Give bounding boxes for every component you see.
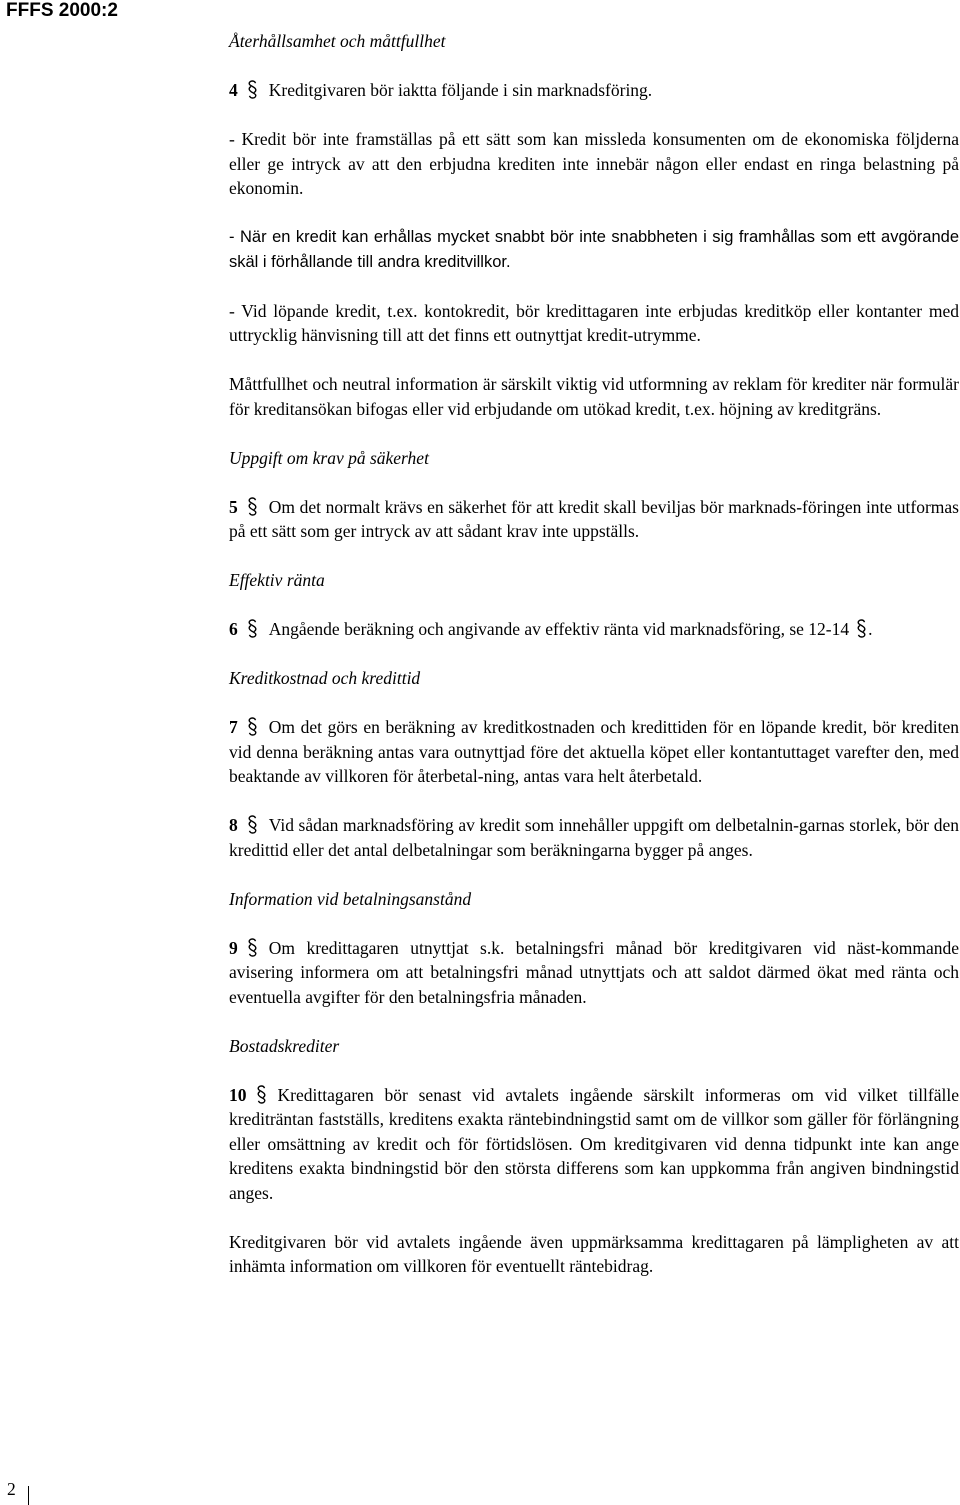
section-4-paragraph: - Vid löpande kredit, t.ex. kontokredit, bör kredittagaren inte erbjudas kreditköp eller kontanter med uttrycklig hänvisning till att det finns ett outnyttjat kredit-utrymme. [229, 300, 959, 345]
section-6-paragraph [229, 617, 959, 642]
section-9-text: Om kredittagaren utnyttjat s.k. betalningsfri månad bör kreditgivaren vid näst-kommande avisering informera om att betalningsfri månad utnyttjats och att saldot därmed ökat med ränta och eventuella avgifter för den betalningsfria månaden. [229, 937, 959, 1007]
section-10-text: Kredittagaren bör senast vid avtalets ingående särskilt informeras om vid vilket tillfälle krediträntan fastställs, kreditens exakta räntebindningstid samt om de villkor som gäller för förlängning eller omsättning av kredit och för förtidslösen. Om kreditgivaren vid denna tidpunkt inte kan ange kreditens exakta bindningstid bör den största differens som kan uppkomma från angiven bindningstid anges. [229, 1084, 959, 1203]
section-number-7: 7 [229, 717, 238, 737]
section-sign-icon [255, 1085, 268, 1104]
section-number-10: 10 [229, 1084, 247, 1105]
section-9-paragraph [229, 936, 959, 1010]
margin-rule [28, 1486, 29, 1505]
section-8-text: Vid sådan marknadsföring av kredit som innehåller uppgift om delbetalnin-garnas storlek, bör den kredittid eller det antal delbetalningar som beräkningarna bygger på anges. [229, 815, 959, 860]
section-4-paragraph: Måttfullhet och neutral information är särskilt viktig vid utformning av reklam för krediter när formulär för kreditansökan bifogas eller vid erbjudande om utökad kredit, t.ex. höjning av kreditgräns. [229, 374, 959, 419]
section-sign-icon [855, 619, 868, 638]
section-7-text: Om det görs en beräkning av kreditkostnaden och kredittiden för en löpande kredit, bör krediten vid denna beräkning antas vara outnyttjad före det aktuella köpet eller kontantuttaget varefter den, med beaktande av villkoren för återbetal-ning, antas vara helt återbetald. [229, 717, 959, 786]
section-number-8: 8 [229, 815, 238, 835]
document-body [229, 29, 959, 1303]
section-sign-icon [246, 938, 259, 957]
section-sign-icon [246, 80, 259, 99]
section-5-text: Om det normalt krävs en säkerhet för att kredit skall beviljas bör marknads-föringen inte utformas på ett sätt som ger intryck av att sådant krav inte uppställs. [229, 496, 959, 541]
section-6-text: Angående beräkning och angivande av effektiv ränta vid marknadsföring, se 12-14 [268, 619, 850, 639]
section-sign-icon [246, 815, 259, 834]
section-4-intro-text: Kreditgivaren bör iaktta följande i sin marknadsföring. [268, 80, 653, 100]
section-10-paragraph [229, 1083, 959, 1206]
section-heading-5: Uppgift om krav på säkerhet [229, 447, 429, 468]
section-5-paragraph [229, 495, 959, 544]
page-number: 2 [7, 1479, 16, 1499]
section-number-5: 5 [229, 496, 238, 517]
section-number-4: 4 [229, 80, 238, 100]
section-heading-7: Kreditkostnad och kredittid [229, 668, 421, 688]
section-sign-icon [246, 619, 259, 638]
section-7-paragraph [229, 715, 959, 789]
section-heading-9: Information vid betalningsanstånd [229, 888, 472, 909]
section-4-paragraph: - Kredit bör inte framställas på ett sätt som kan missleda konsumenten om de ekonomiska följderna eller ge intryck av att den erbjudna krediten inte innebär någon eller endast en ringa belastning på ekonomin. [229, 129, 959, 198]
section-heading-6: Effektiv ränta [229, 570, 325, 590]
section-6-text-end: . [868, 619, 873, 639]
section-sign-icon [246, 497, 259, 516]
document-header: FFFS 2000:2 [6, 0, 118, 21]
section-4-intro [229, 78, 959, 103]
section-10-paragraph-2: Kreditgivaren bör vid avtalets ingående även uppmärksamma kredittagaren på lämpligheten av att inhämta information om villkoren för eventuellt räntebidrag. [229, 1231, 959, 1276]
section-8-paragraph [229, 813, 959, 862]
section-number-9: 9 [229, 937, 238, 958]
section-heading-4: Återhållsamhet och måttfullhet [229, 31, 446, 51]
section-4-paragraph: - När en kredit kan erhållas mycket snabbt bör inte snabbheten i sig framhållas som ett avgörande skäl i förhållande till andra kreditvillkor. [229, 228, 959, 271]
section-heading-10: Bostadskrediter [229, 1035, 340, 1056]
section-number-6: 6 [229, 619, 238, 639]
section-sign-icon [246, 717, 259, 736]
